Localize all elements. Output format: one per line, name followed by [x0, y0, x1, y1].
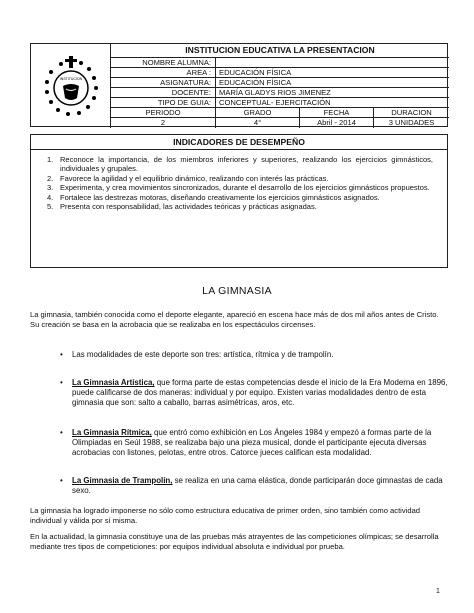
- bullet-text: que forma parte de estas competencias desde el inicio de la Era Moderna en 1896, puede calificarse de dos maneras: individual y por equipo. Existen varias modalidades dentro de esta gimnasia que son: salto a caballo, barras asimétricas, aros, etc.: [72, 378, 448, 408]
- bullet-item: [30, 350, 448, 360]
- grid-header-date: FECHA: [300, 108, 374, 117]
- logo-cell: [31, 44, 111, 128]
- row-label: AREA :: [111, 68, 216, 77]
- bullet-icon: •: [60, 476, 63, 485]
- bullet-artistica: [30, 378, 448, 409]
- indicator-item: [47, 155, 433, 174]
- indicator-number: 3.: [47, 183, 54, 193]
- grid-value-period: 2: [111, 118, 216, 128]
- row-label: NOMBRE ALUMNA:: [111, 58, 216, 67]
- bullet-title: La Gimnasia de Trampolín,: [72, 476, 173, 485]
- bullet-icon: •: [60, 350, 63, 359]
- school-seal-logo: [41, 56, 101, 118]
- row-guide-type: [111, 98, 449, 108]
- bullet-item: [30, 428, 448, 459]
- paragraph-competitions: En la actualidad, la gimnasia constituye una de las pruebas más atrayentes de las competiciones olímpicas; se desarrolla mediante tres tipos de competiciones: por equipos individual absoluta e individual por prueba.: [30, 532, 439, 551]
- indicator-number: 5.: [47, 202, 54, 212]
- intro-paragraph: La gimnasia, también conocida como el deporte elegante, apareció en escena hace más de dos mil años antes de Cristo. Su creación se basa en la acrobacia que se realizaba en los espectáculos circenses.: [30, 310, 439, 329]
- row-value: CONCEPTUAL- EJERCITACIÓN: [219, 98, 331, 107]
- bullet-text: se realiza en una cama elástica, donde participarán doce gimnastas de cada sexo.: [72, 476, 443, 496]
- logo-lettering: INSTITUCION: [59, 77, 83, 81]
- grid-header-grade: GRADO: [216, 108, 300, 117]
- bullet-icon: •: [60, 428, 63, 437]
- indicator-item: [47, 192, 433, 202]
- page-number: 1: [436, 588, 440, 595]
- bullet-ritmica: [30, 428, 448, 459]
- grid-value-date: Abril - 2014: [300, 118, 374, 128]
- bullet-text: Las modalidades de este deporte son tres: artística, rítmica y de trampolín.: [72, 350, 334, 359]
- bullet-icon: •: [60, 378, 63, 387]
- bullet-item: [30, 378, 448, 409]
- indicator-number: 2.: [47, 173, 54, 183]
- bullet-trampolin: [30, 476, 448, 496]
- indicators-box: [30, 134, 448, 268]
- row-label: TIPO DE GUIA:: [111, 98, 216, 107]
- header-info: [111, 44, 449, 128]
- indicator-text: Favorece la agilidad y el equilibrio dinámico, realizando con interés las prácticas.: [60, 173, 329, 183]
- indicator-text: Fortalece las destrezas motoras, diseñando creativamente los ejercicios gimnásticos asignados.: [60, 192, 380, 202]
- indicator-text: Experimenta, y crea movimientos sincronizados, durante el desarrollo de los ejercicios gimnásticos propuestos.: [60, 183, 430, 193]
- indicator-text: Reconoce la importancia, de los miembros inferiores y superiores, realizando los ejercicios gimnásticos, individuales y grupales.: [60, 155, 433, 174]
- row-value: EDUCACIÓN FÍSICA: [219, 68, 292, 77]
- bullet-item: [30, 476, 448, 496]
- bullet-title: La Gimnasia Artística,: [72, 378, 155, 387]
- indicator-text: Presenta con responsabilidad, las actividades teóricas y prácticas asignadas.: [60, 202, 317, 212]
- row-teacher: [111, 88, 449, 98]
- row-value: MARÍA GLADYS RIOS JIMENEZ: [219, 88, 331, 97]
- bullet-text: que entró como exhibición en Los Ángeles 1984 y empezó a formas parte de la Olimpiadas en Seúl 1988, se realizaba bajo una pieza musical, donde el participante ejecuta diversas acrobacias con listones, pelotas, entre otros. Catorce jueces califican esta modalidad.: [72, 428, 432, 458]
- row-label: DOCENTE:: [111, 88, 216, 97]
- row-label: ASIGNATURA:: [111, 78, 216, 87]
- student-name-field[interactable]: [216, 58, 449, 67]
- grid-value-grade: 4°: [216, 118, 300, 128]
- bullet-modalities: [30, 350, 448, 360]
- indicator-number: 1.: [47, 155, 54, 164]
- paragraph-structure: La gimnasia ha logrado imponerse no sólo como estructura educativa de primer orden, sino también como actividad individual y válida por sí misma.: [30, 506, 421, 525]
- grid-value-duration: 3 UNIDADES: [388, 118, 435, 127]
- indicators-title: INDICADORES DE DESEMPEÑO: [31, 135, 447, 150]
- grid-header-row: [111, 108, 449, 118]
- row-student-name: [111, 58, 449, 68]
- indicators-list: [31, 150, 447, 211]
- header-table: [30, 43, 448, 127]
- bullet-title: La Gimnasia Rítmica,: [72, 428, 152, 437]
- row-value: EDUCACIÓN FÍSICA: [219, 78, 292, 87]
- indicator-number: 4.: [47, 192, 54, 202]
- section-heading: LA GIMNASIA: [202, 285, 272, 297]
- indicator-item: [47, 183, 433, 193]
- indicator-item: [47, 202, 433, 212]
- indicator-item: [47, 173, 433, 183]
- grid-value-row: [111, 118, 449, 128]
- grid-header-duration: DURACION: [391, 108, 432, 117]
- row-area: [111, 68, 449, 78]
- row-subject: [111, 78, 449, 88]
- institution-title: INSTITUCION EDUCATIVA LA PRESENTACION: [111, 44, 449, 58]
- grid-header-period: PERIODO: [111, 108, 216, 117]
